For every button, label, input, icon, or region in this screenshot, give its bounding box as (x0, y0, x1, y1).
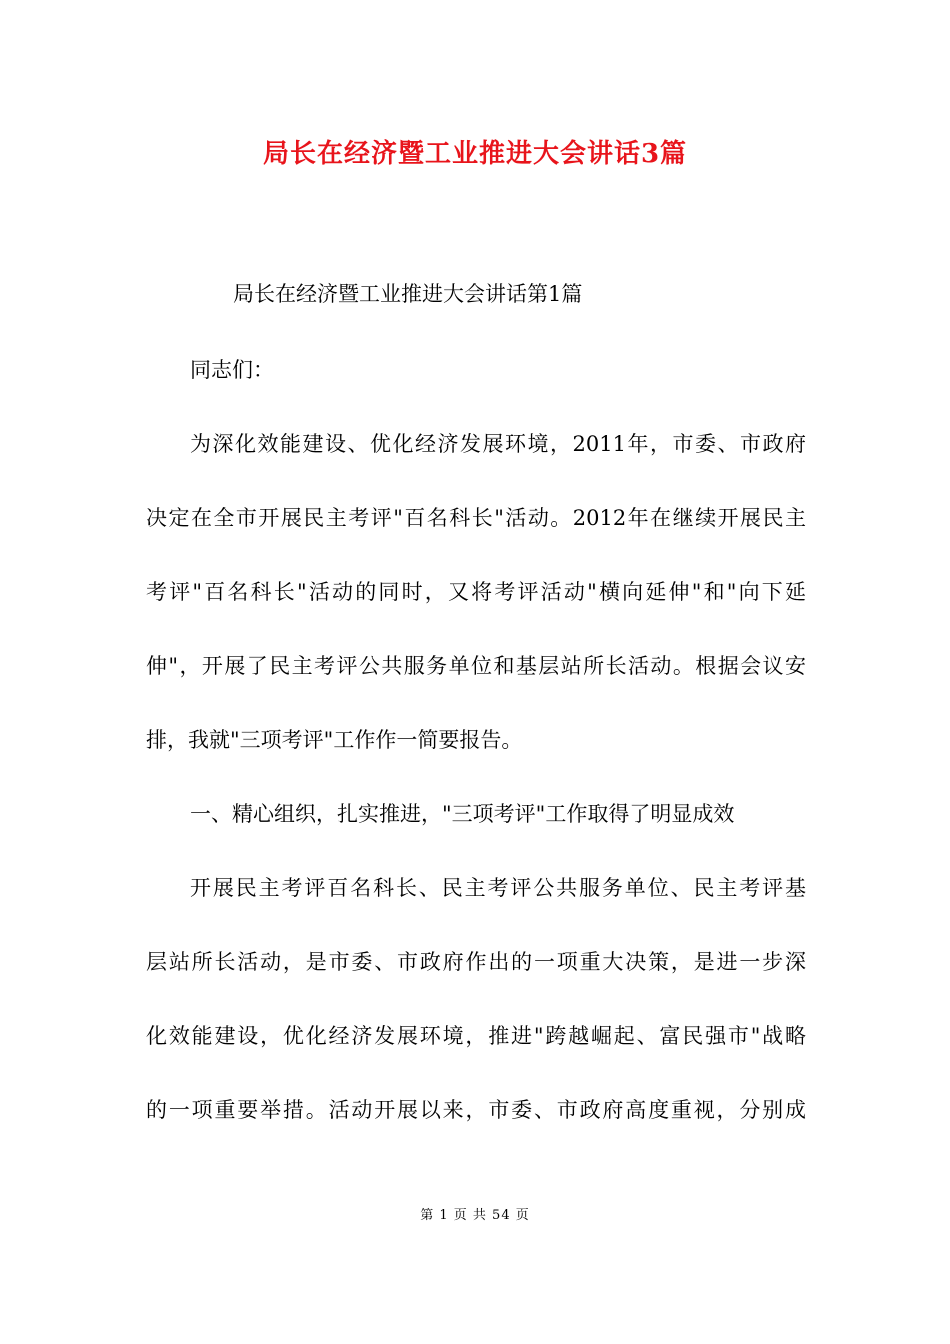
paragraph-line: 层站所长活动，是市委、市政府作出的一项重大决策，是进一步深 (146, 950, 806, 974)
paragraph-line: 排，我就"三项考评"工作作一简要报告。 (146, 728, 523, 752)
paragraph-line: 的一项重要举措。活动开展以来，市委、市政府高度重视，分别成 (146, 1098, 806, 1122)
paragraph-line: 考评"百名科长"活动的同时，又将考评活动"横向延伸"和"向下延 (146, 580, 806, 604)
greeting-line: 同志们： (190, 358, 274, 382)
section-heading: 一、精心组织，扎实推进，"三项考评"工作取得了明显成效 (190, 802, 735, 826)
paragraph-line: 开展民主考评百名科长、民主考评公共服务单位、民主考评基 (190, 876, 806, 900)
page-number-footer: 第 1 页 共 54 页 (420, 1208, 530, 1223)
paragraph-line: 化效能建设，优化经济发展环境，推进"跨越崛起、富民强市"战略 (146, 1024, 806, 1048)
paragraph-line: 伸"，开展了民主考评公共服务单位和基层站所长活动。根据会议安 (146, 654, 806, 678)
paragraph-line: 为深化效能建设、优化经济发展环境，2011年，市委、市政府 (190, 432, 806, 456)
section-title: 局长在经济暨工业推进大会讲话第1篇 (233, 282, 583, 306)
document-title: 局长在经济暨工业推进大会讲话3篇 (262, 139, 688, 169)
paragraph-line: 决定在全市开展民主考评"百名科长"活动。2012年在继续开展民主 (146, 506, 806, 530)
